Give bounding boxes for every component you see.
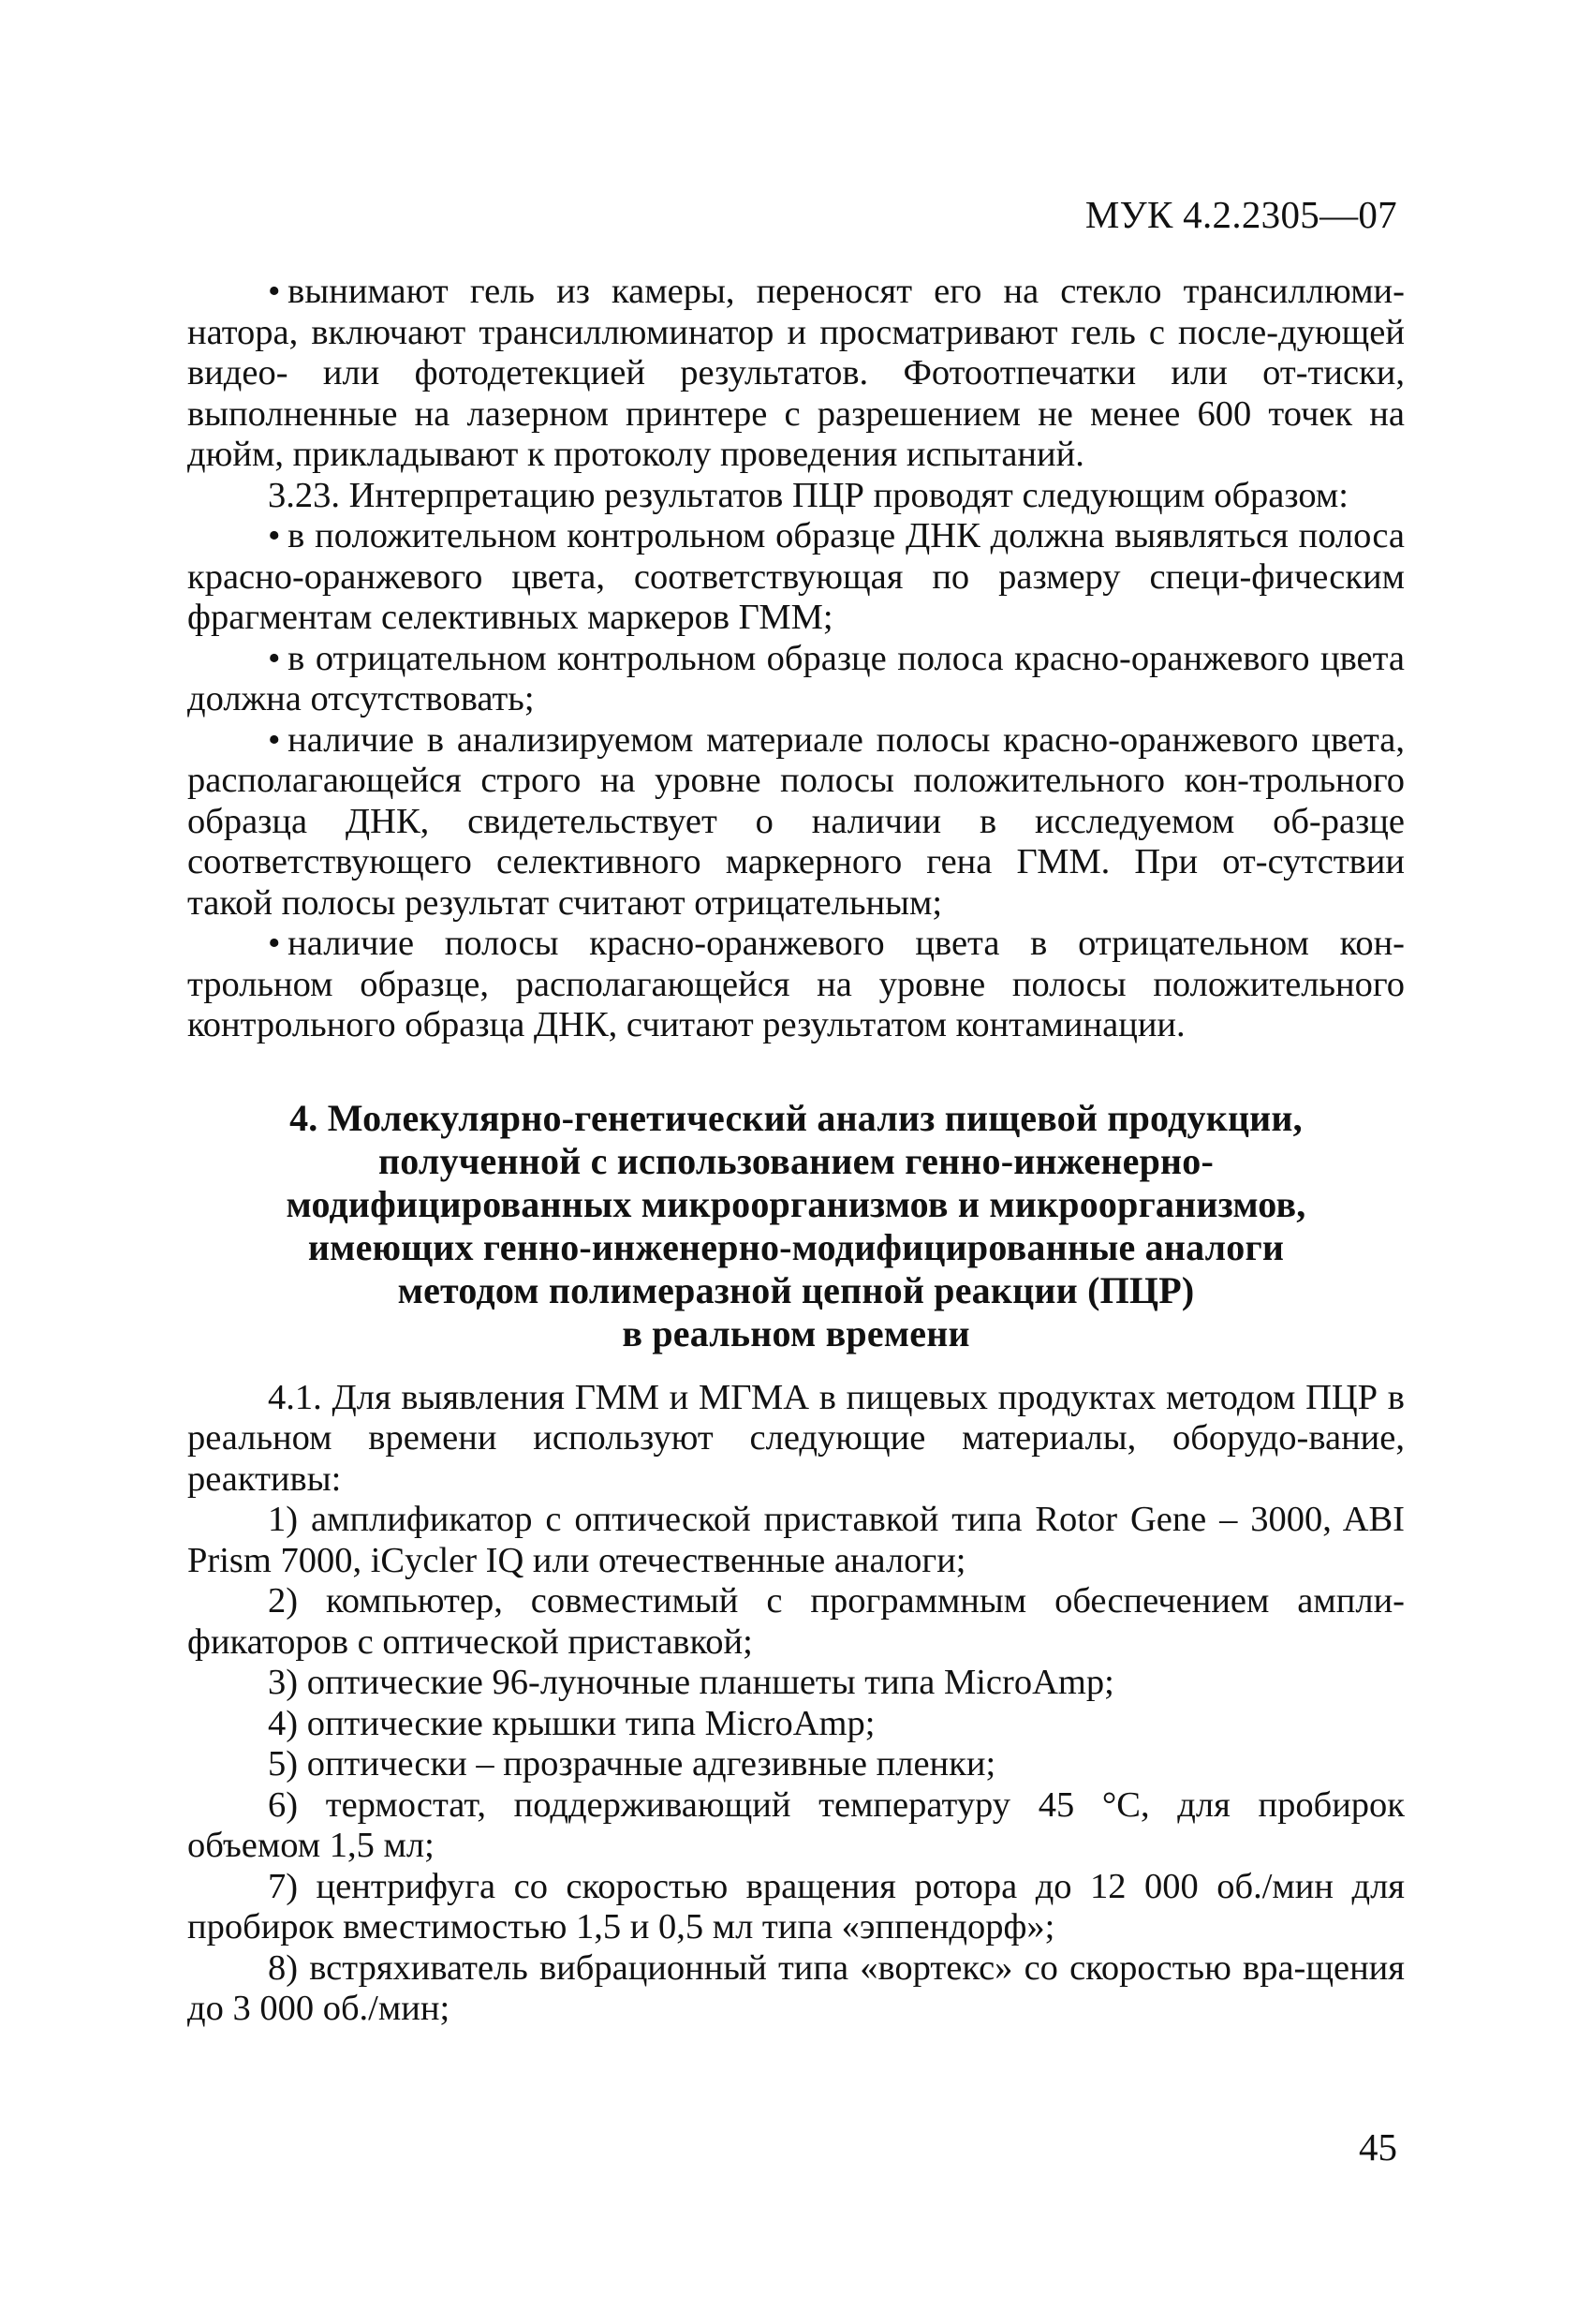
paragraph-bullet-negative-control [187,639,1405,720]
list-item-centrifuge: 7) центрифуга со скоростью вращения ротора до 12 000 об./мин для пробирок вместимостью 1,5 и 0,5 мл типа «эппендорф»; [187,1866,1405,1947]
heading-line: в реальном времени [622,1311,970,1354]
bullet-mark: • [268,924,281,963]
paragraph-text: в отрицательном контрольном образце полоса красно-оранжевого цвета должна отсутствовать; [187,638,1405,718]
body-text [187,272,1405,2030]
list-item-vortex: 8) встряхиватель вибрационный типа «вортекс» со скоростью вра-щения до 3 000 об./мин; [187,1947,1405,2028]
list-item-caps: 4) оптические крышки типа MicroAmp; [268,1703,876,1743]
heading-line: 4. Молекулярно-генетический анализ пищевой продукции, [289,1096,1303,1139]
bullet-mark: • [268,272,281,311]
list-item-plates: 3) оптические 96-луночные планшеты типа MicroAmp; [268,1663,1114,1702]
section-heading [187,1097,1405,1355]
document-code-header: МУК 4.2.2305—07 [1084,193,1397,236]
list-item-amplifier: 1) амплификатор с оптической приставкой типа Rotor Gene – 3000, ABI Prism 7000, iCycler IQ или отечественные аналоги; [187,1500,1405,1580]
paragraph-bullet-contamination [187,924,1405,1046]
paragraph-text: в положительном контрольном образце ДНК должна выявляться полоса красно-оранжевого цвета, соответствующая по размеру специ-фическим фрагментам селективных маркеров ГММ; [187,516,1405,637]
paragraph-bullet-positive-control [187,516,1405,639]
heading-line: полученной с использованием генно-инженерно- [378,1139,1214,1182]
paragraph-text: 3.23. Интерпретацию результатов ПЦР проводят следующим образом: [268,475,1349,515]
bullet-mark: • [268,638,281,678]
paragraph-3-23 [187,476,1405,517]
heading-line: методом полимеразной цепной реакции (ПЦР) [397,1268,1195,1311]
paragraph-text: наличие в анализируемом материале полосы красно-оранжевого цвета, располагающейся строго на уровне полосы положительного кон-трольного образца ДНК, свидетельствует о наличии в исследуемом об-разце соответствующего селективного маркерного гена ГММ. При от-сутствии такой полосы результат считают отрицательным; [187,719,1405,923]
list-item-thermostat: 6) термостат, поддерживающий температуру 45 °С, для пробирок объемом 1,5 мл; [187,1784,1405,1865]
list-item-films: 5) оптически – прозрачные адгезивные пленки; [268,1744,996,1784]
paragraph-text: наличие полосы красно-оранжевого цвета в отрицательном кон-трольном образце, располагающейся на уровне полосы положительного контрольного образца ДНК, считают результатом контаминации. [187,924,1405,1044]
heading-line: модифицированных микроорганизмов и микроорганизмов, [286,1182,1306,1225]
bullet-mark: • [268,516,281,555]
paragraph-bullet-gel [187,272,1405,476]
paragraph-bullet-analyzed-material [187,720,1405,925]
list-item-computer: 2) компьютер, совместимый с программным обеспечением ампли-фикаторов с оптической приставкой; [187,1581,1405,1662]
bullet-mark: • [268,719,281,760]
paragraph-text: вынимают гель из камеры, переносят его на стекло трансиллюми-натора, включают трансиллюминатор и просматривают гель с после-дующей видео- или фотодетекцией результатов. Фотоотпечатки или от-тиски, выполненные на лазерном принтере с разрешением не менее 600 точек на дюйм, прикладывают к протоколу проведения испытаний. [187,272,1405,474]
heading-line: имеющих генно-инженерно-модифицированные аналоги [307,1225,1285,1268]
paragraph-4-1: 4.1. Для выявления ГММ и МГМА в пищевых продуктах методом ПЦР в реальном времени используют следующие материалы, оборудо-вание, реактивы: [187,1377,1405,1499]
page-number: 45 [1359,2125,1397,2169]
